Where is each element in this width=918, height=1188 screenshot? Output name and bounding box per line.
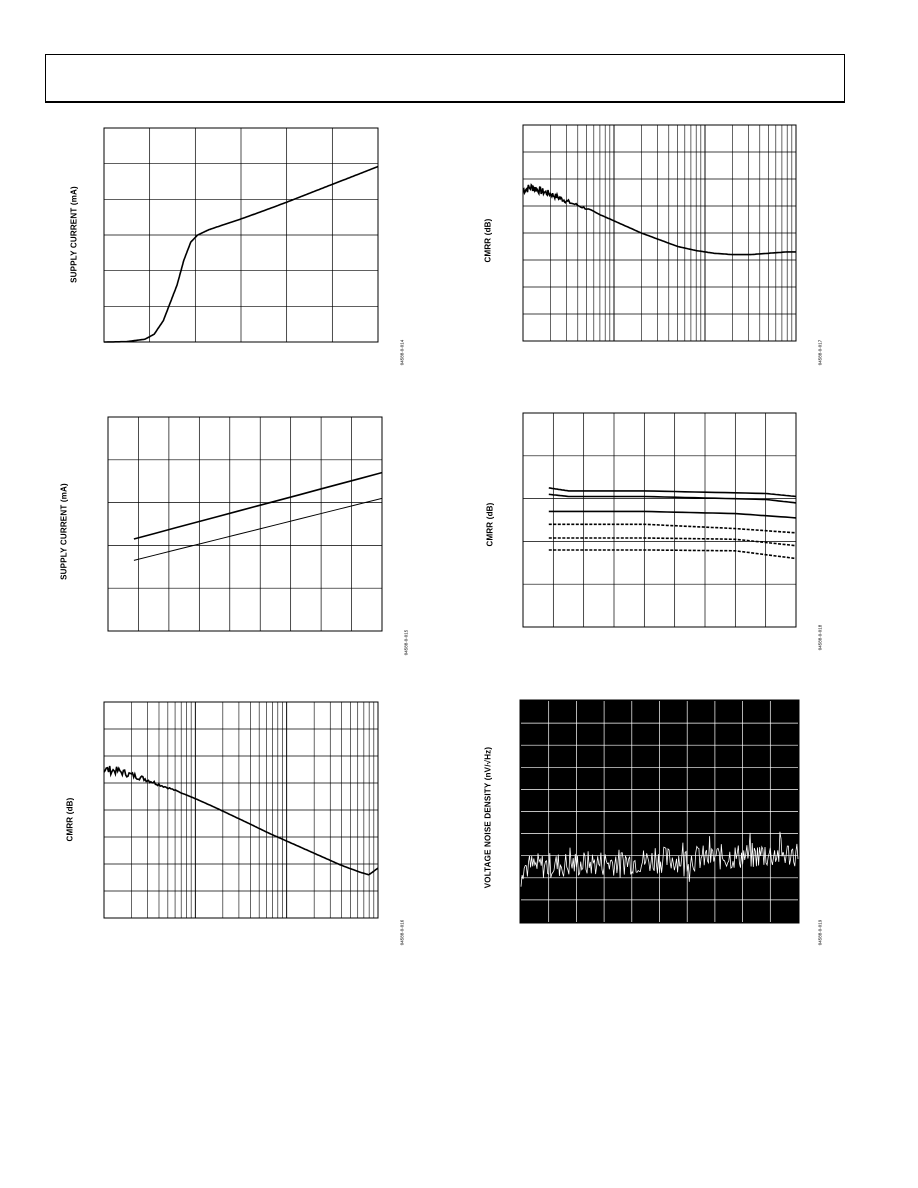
- chart-cmrr-vs-frequency-top: [523, 125, 796, 341]
- figure-id: 04588-0-015: [403, 629, 409, 656]
- y-axis-label: CMRR (dB): [483, 218, 493, 263]
- chart-supply-current-vs-temperature: [108, 417, 382, 631]
- plot-area: [108, 417, 382, 631]
- figure-id: 04588-0-014: [399, 339, 405, 366]
- chart-supply-current-vs-voltage: [104, 128, 378, 342]
- y-axis-label: SUPPLY CURRENT (mA): [69, 186, 79, 283]
- figure-id: 04588-0-017: [817, 339, 823, 366]
- plot-area: [523, 413, 796, 627]
- chart-cmrr-vs-frequency-bottom: [104, 702, 378, 918]
- y-axis-label: CMRR (dB): [485, 502, 495, 547]
- y-axis-label: SUPPLY CURRENT (mA): [59, 483, 69, 580]
- chart-cmrr-vs-temperature: [523, 413, 796, 627]
- y-axis-label: CMRR (dB): [65, 797, 75, 842]
- y-axis-label: VOLTAGE NOISE DENSITY (nV/√Hz): [483, 746, 493, 889]
- chart-voltage-noise-density: [521, 701, 798, 922]
- figure-id: 04588-0-016: [399, 919, 405, 946]
- figure-id: 04588-0-018: [817, 624, 823, 651]
- page-header-frame: [45, 54, 845, 103]
- figure-id: 04588-0-019: [817, 919, 823, 946]
